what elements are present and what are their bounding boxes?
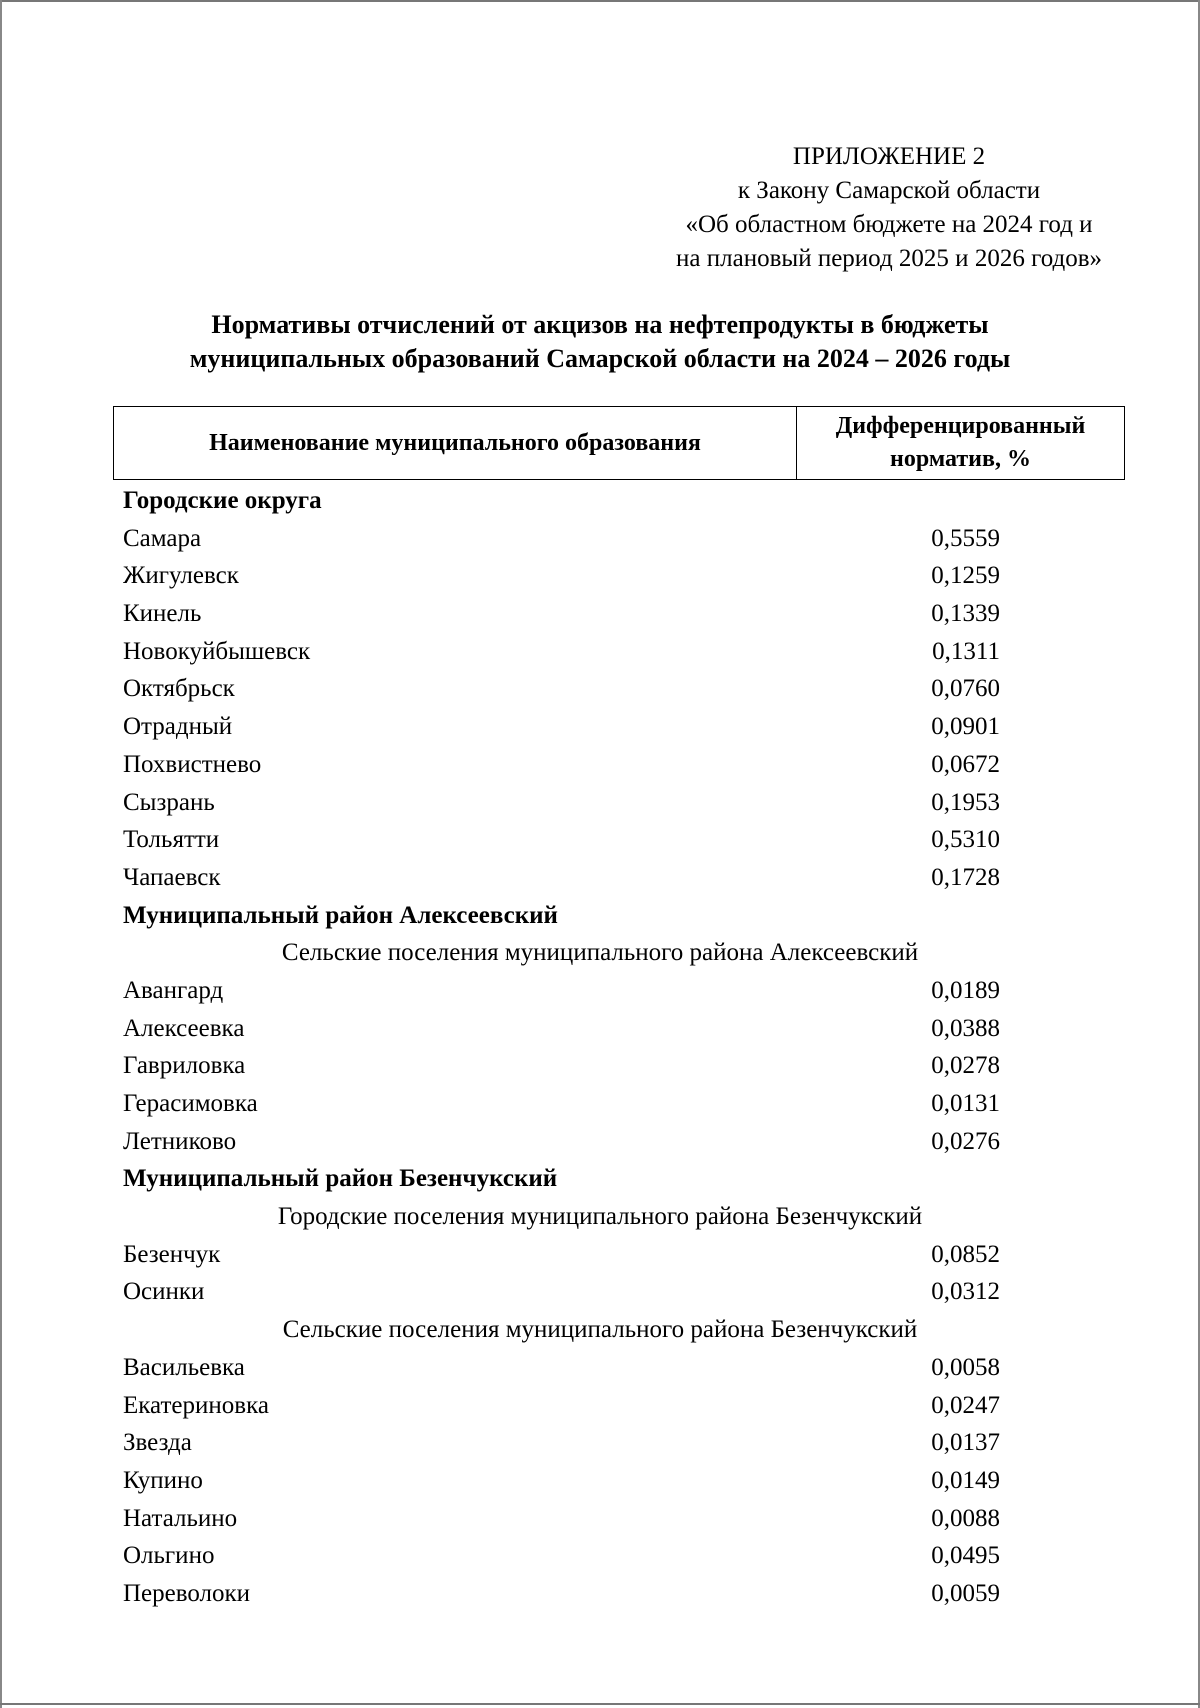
row-name: Авангард (123, 976, 224, 1004)
document-title (80, 308, 1120, 376)
table-row (0, 821, 1200, 859)
table-row (0, 859, 1200, 897)
row-name: Тольятти (123, 826, 220, 854)
scan-border-bottom (0, 1703, 1200, 1705)
column-header-name: Наименование муниципального образования (114, 407, 797, 479)
row-value: 0,0278 (931, 1052, 1000, 1080)
appendix-number: ПРИЛОЖЕНИЕ 2 (792, 143, 986, 170)
row-name: Кинель (123, 600, 202, 628)
table-body (0, 482, 1200, 1613)
row-name: Натальино (123, 1504, 238, 1532)
table-row (0, 1085, 1200, 1123)
subsection-heading-row (0, 1311, 1200, 1349)
row-name: Герасимовка (123, 1090, 258, 1117)
table-row (0, 784, 1200, 822)
row-name: Сельские поселения муниципального района Безенчукский (282, 1316, 918, 1344)
scan-border-top (0, 0, 1200, 2)
row-name: Екатериновка (123, 1391, 269, 1419)
row-value: 0,0901 (931, 713, 1000, 741)
row-name: Звезда (123, 1429, 192, 1457)
column-header-value (797, 407, 1124, 479)
row-name: Осинки (123, 1278, 205, 1306)
row-name: Васильевка (123, 1353, 245, 1381)
row-value: 0,0312 (931, 1278, 1000, 1306)
table-row (0, 520, 1200, 558)
row-value: 0,1339 (931, 600, 1000, 628)
row-name: Жигулевск (123, 562, 239, 590)
row-value: 0,0760 (931, 675, 1000, 703)
appendix-law-ref: к Закону Самарской области (737, 177, 1041, 204)
table-row (0, 1273, 1200, 1311)
row-name: Городские округа (123, 487, 322, 514)
row-name: Сельские поселения муниципального района Алексеевский (281, 939, 919, 967)
row-name: Отрадный (123, 713, 233, 741)
appendix-law-title-2: на плановый период 2025 и 2026 годов» (676, 245, 1102, 272)
row-value: 0,0131 (931, 1090, 1000, 1117)
row-name: Новокуйбышевск (123, 637, 311, 665)
table-row (0, 1575, 1200, 1613)
row-value: 0,0276 (931, 1127, 1000, 1155)
row-value: 0,0058 (931, 1353, 1000, 1381)
row-value: 0,1311 (932, 637, 1000, 665)
row-value: 0,0059 (931, 1579, 1000, 1607)
section-heading-row (0, 482, 1200, 520)
table-header (113, 406, 1125, 480)
table-row (0, 1236, 1200, 1274)
row-name: Муниципальный район Алексеевский (123, 901, 558, 929)
table-row (0, 557, 1200, 595)
table-row (0, 1462, 1200, 1500)
row-name: Сызрань (123, 788, 215, 816)
row-value: 0,0852 (931, 1240, 1000, 1268)
row-name: Похвистнево (123, 750, 262, 778)
row-name: Городские поселения муниципального района Безенчукский (277, 1203, 923, 1231)
row-value: 0,1259 (931, 562, 1000, 590)
table-row (0, 1537, 1200, 1575)
table-row (0, 1387, 1200, 1425)
table-row (0, 746, 1200, 784)
table-row (0, 1500, 1200, 1538)
row-value: 0,0495 (931, 1542, 1000, 1570)
table-row (0, 595, 1200, 633)
row-name: Ольгино (123, 1542, 215, 1570)
table-row (0, 972, 1200, 1010)
document-title-line-1: Нормативы отчислений от акцизов на нефтепродукты в бюджеты (211, 310, 989, 339)
appendix-law-title-1: «Об областном бюджете на 2024 год и (685, 211, 1093, 238)
table-row (0, 1349, 1200, 1387)
row-value: 0,0672 (931, 750, 1000, 778)
row-name: Чапаевск (123, 863, 221, 891)
table-row (0, 708, 1200, 746)
row-name: Самара (123, 524, 202, 552)
table-row (0, 1123, 1200, 1161)
row-name: Муниципальный район Безенчукский (123, 1165, 558, 1193)
subsection-heading-row (0, 1198, 1200, 1236)
row-value: 0,1728 (931, 863, 1000, 891)
row-value: 0,0088 (931, 1504, 1000, 1532)
table-row (0, 1047, 1200, 1085)
row-value: 0,0189 (931, 976, 1000, 1004)
column-header-value-line-2: норматив, % (890, 446, 1031, 472)
subsection-heading-row (0, 934, 1200, 972)
appendix-heading (676, 140, 1102, 276)
table-row (0, 633, 1200, 671)
row-value: 0,0137 (931, 1429, 1000, 1457)
row-value: 0,5310 (931, 826, 1000, 854)
document-title-line-2: муниципальных образований Самарской области на 2024 – 2026 годы (189, 344, 1011, 373)
row-value: 0,0247 (931, 1391, 1000, 1419)
row-value: 0,0388 (931, 1014, 1000, 1042)
row-name: Гавриловка (123, 1052, 246, 1080)
table-row (0, 1424, 1200, 1462)
row-name: Алексеевка (123, 1014, 245, 1042)
column-header-value-line-1: Дифференцированный (835, 413, 1086, 439)
section-heading-row (0, 1160, 1200, 1198)
table-row (0, 1010, 1200, 1048)
row-name: Купино (123, 1466, 203, 1494)
row-name: Безенчук (123, 1240, 221, 1268)
section-heading-row (0, 897, 1200, 935)
row-name: Переволоки (123, 1579, 251, 1607)
row-name: Летниково (123, 1127, 237, 1155)
table-row (0, 670, 1200, 708)
row-value: 0,0149 (931, 1466, 1000, 1494)
row-name: Октябрьск (123, 675, 235, 703)
row-value: 0,5559 (931, 524, 1000, 552)
row-value: 0,1953 (931, 788, 1000, 816)
